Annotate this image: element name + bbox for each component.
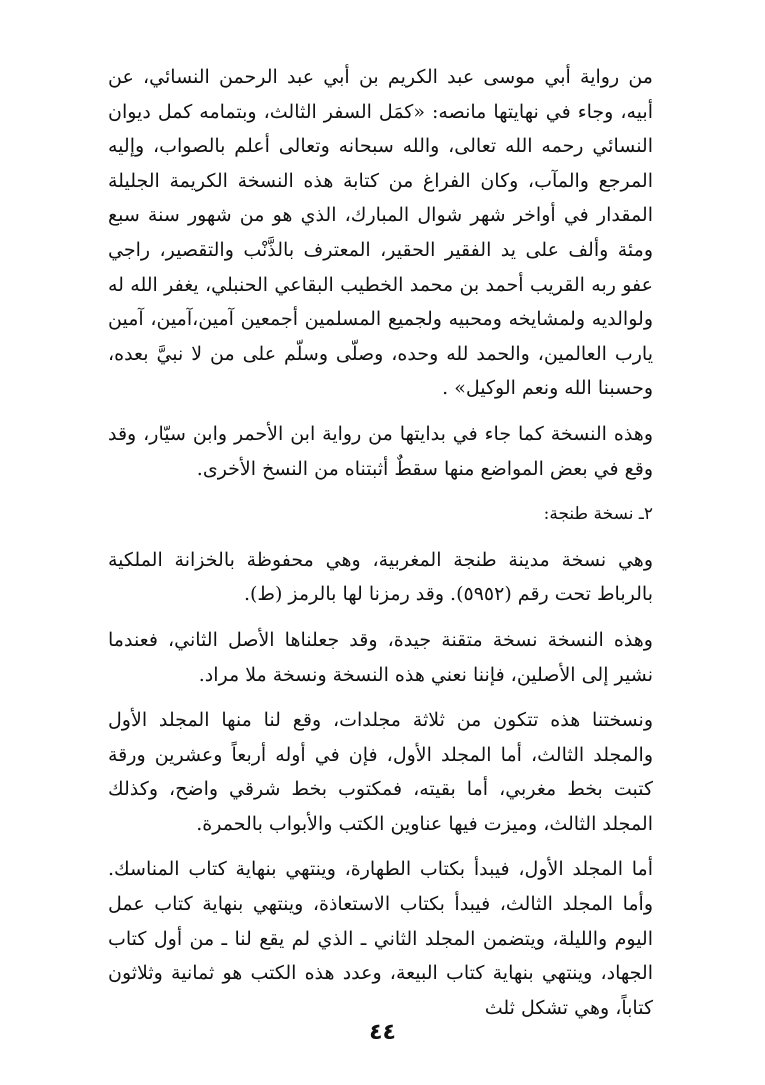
section-heading-tangier-manuscript: ٢ـ نسخة طنجة:: [543, 504, 653, 525]
page-number: ٤٤: [369, 1020, 396, 1045]
paragraph-volumes: ونسختنا هذه تتكون من ثلاثة مجلدات، وقع لنا منها المجلد الأول والمجلد الثالث، أما المجلد الأول، فإن في أوله أربعاً وعشرين ورقة كتبت بخط مغربي، أما بقيته، فمكتوب بخط شرقي واضح، وكذلك المجلد الثالث، وميزت فيها عناوين الكتب والأبواب بالحمرة.: [108, 709, 653, 835]
body-text: [108, 60, 653, 1025]
paragraph-colophon-quote: من رواية أبي موسى عبد الكريم بن أبي عبد الرحمن النسائي، عن أبيه، وجاء في نهايتها مانصه: «كمَل السفر الثالث، وبتمامه كمل ديوان النسائي رحمه الله تعالى، والله سبحانه وتعالى أعلم بالصواب، وإليه المرجع والمآب، وكان الفراغ من كتابة هذه النسخة الكريمة الجليلة المقدار في أواخر شهر شوال المبارك، الذي هو من شهور سنة سبع ومئة وألف على يد الفقير الحقير، المعترف بالذَّنْب والتقصير، راجي عفو ربه القريب أحمد بن محمد الخطيب البقاعي الحنبلي، يغفر الله له ولوالديه ولمشايخه ومحبيه ولجميع المسلمين أجمعين آمين،آمين، آمين يارب العالمين، والحمد لله وحده، وصلّى وسلّم على من لا نبيَّ بعده، وحسبنا الله ونعم الوكيل» .: [108, 66, 653, 400]
paragraph-tangier-description: وهي نسخة مدينة طنجة المغربية، وهي محفوظة بالخزانة الملكية بالرباط تحت رقم (٥٩٥٢). وقد رمزنا لها بالرمز (ط).: [108, 548, 653, 606]
paragraph-manuscript-note: وهذه النسخة كما جاء في بدايتها من رواية ابن الأحمر وابن سيّار، وقد وقع في بعض المواضع منها سقطٌ أثبتناه من النسخ الأخرى.: [108, 422, 653, 480]
paragraph-tangier-quality: وهذه النسخة نسخة متقنة جيدة، وقد جعلناها الأصل الثاني، فعندما نشير إلى الأصلين، فإننا نعني هذه النسخة ونسخة ملا مراد.: [108, 628, 653, 686]
paragraph-volume-contents: أما المجلد الأول، فيبدأ بكتاب الطهارة، وينتهي بنهاية كتاب المناسك. وأما المجلد الثالث، فيبدأ بكتاب الاستعاذة، وينتهي بنهاية كتاب عمل اليوم والليلة، ويتضمن المجلد الثاني ـ الذي لم يقع لنا ـ من أول كتاب الجهاد، وينتهي بنهاية كتاب البيعة، وعدد هذه الكتب هو ثمانية وثلاثون كتاباً، وهي تشكل ثلث: [108, 858, 653, 1019]
